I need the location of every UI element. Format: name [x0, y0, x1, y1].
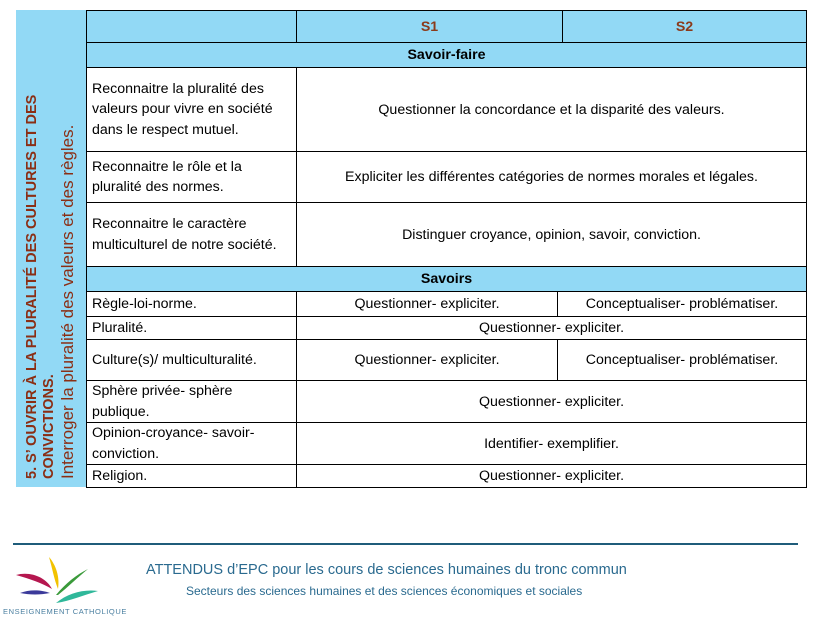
table-row [87, 68, 807, 152]
section-row-savoir-faire [87, 43, 807, 68]
row-content: Distinguer croyance, opinion, savoir, conviction. [297, 203, 807, 267]
row-content: Questionner- expliciter. [297, 317, 807, 340]
row-s1: Questionner- expliciter. [297, 292, 558, 317]
section-title-savoir-faire: Savoir-faire [87, 43, 807, 68]
section-subtitle: Interroger la pluralité des valeurs et des règles. [58, 124, 77, 479]
table-row [87, 423, 807, 465]
table-row [87, 465, 807, 488]
table-row [87, 203, 807, 267]
footer-title: ATTENDUS d’EPC pour les cours de sciences humaines du tronc commun [146, 562, 627, 578]
row-content: Expliciter les différentes catégories de normes morales et légales. [297, 152, 807, 203]
row-s2: Conceptualiser- problématiser. [558, 340, 807, 381]
header-s2: S2 [563, 11, 807, 43]
row-content: Identifier- exemplifier. [297, 423, 807, 465]
header-s1: S1 [297, 11, 563, 43]
row-label: Sphère privée- sphère publique. [87, 381, 297, 423]
row-content: Questionner- expliciter. [297, 381, 807, 423]
row-label: Reconnaitre la pluralité des valeurs pour vivre en société dans le respect mutuel. [87, 68, 297, 152]
row-label: Culture(s)/ multiculturalité. [87, 340, 297, 381]
footer-divider [13, 543, 798, 545]
row-s1: Questionner- expliciter. [297, 340, 558, 381]
table-row [87, 292, 807, 317]
section-title: 5. S’ OUVRIR À LA PLURALITÉ DES CULTURES ET DES CONVICTIONS. [24, 94, 57, 479]
competency-table [86, 10, 807, 488]
row-content: Questionner- expliciter. [297, 465, 807, 488]
table-row [87, 381, 807, 423]
row-label: Opinion-croyance- savoir-conviction. [87, 423, 297, 465]
row-content: Questionner la concordance et la disparité des valeurs. [297, 68, 807, 152]
row-label: Pluralité. [87, 317, 297, 340]
footer-subtitle: Secteurs des sciences humaines et des sciences économiques et sociales [186, 584, 583, 598]
table-header-row [87, 11, 807, 43]
table-row [87, 152, 807, 203]
row-s2: Conceptualiser- problématiser. [558, 292, 807, 317]
enseignement-catholique-logo-icon [12, 553, 102, 609]
table-row [87, 340, 807, 381]
row-label: Reconnaitre le caractère multiculturel de notre société. [87, 203, 297, 267]
table-row [87, 317, 807, 340]
section-sidebar [16, 10, 86, 487]
row-label: Religion. [87, 465, 297, 488]
logo-text: ENSEIGNEMENT CATHOLIQUE [3, 607, 127, 616]
sidebar-text [16, 10, 86, 487]
row-label: Reconnaitre le rôle et la pluralité des normes. [87, 152, 297, 203]
header-empty-cell [87, 11, 297, 43]
section-title-savoirs: Savoirs [87, 267, 807, 292]
section-row-savoirs [87, 267, 807, 292]
row-label: Règle-loi-norme. [87, 292, 297, 317]
